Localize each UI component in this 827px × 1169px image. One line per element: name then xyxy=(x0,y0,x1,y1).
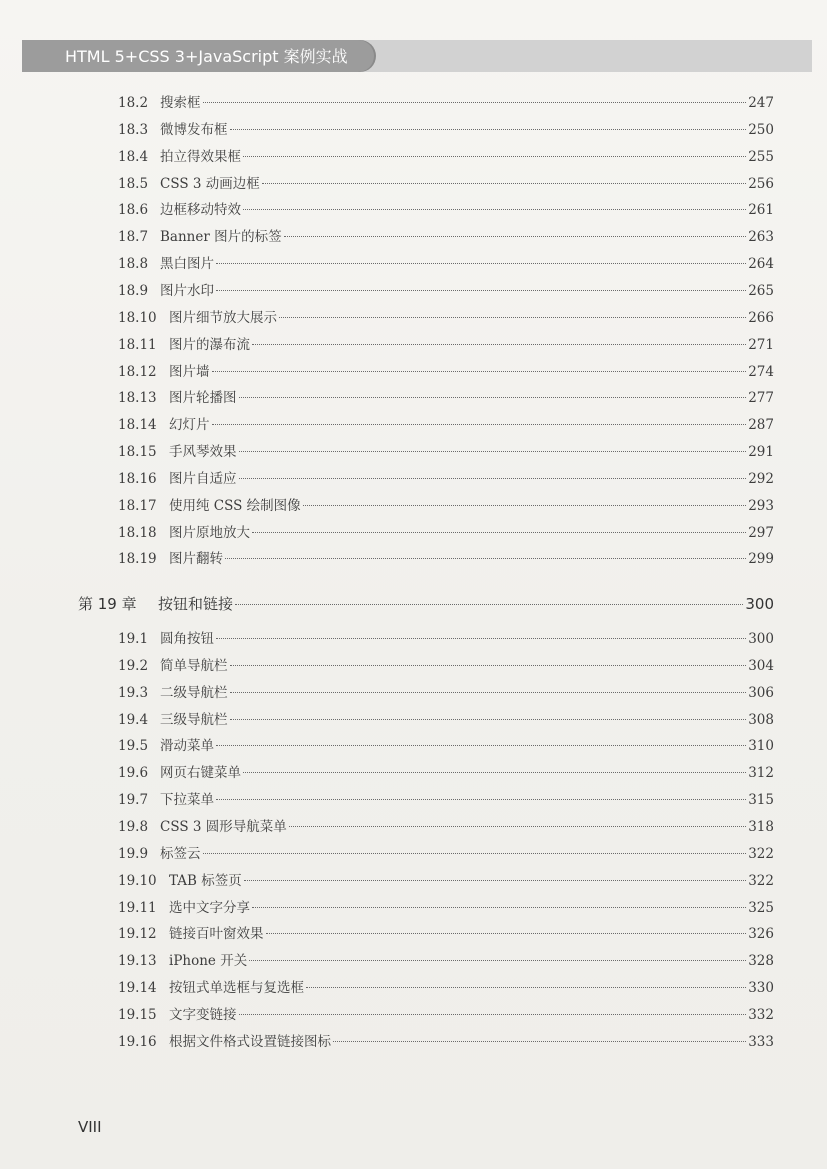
toc-entry xyxy=(118,734,774,758)
toc-entry-title: 根据文件格式设置链接图标 xyxy=(169,1033,331,1050)
toc-entry-number: 19.8 xyxy=(118,818,149,835)
toc-dot-leader xyxy=(216,638,746,639)
toc-entry-page: 292 xyxy=(748,470,774,487)
toc-entry-title: 标签云 xyxy=(160,845,201,862)
toc-entry-number: 18.9 xyxy=(118,282,149,299)
toc-entry-page: 328 xyxy=(748,953,774,970)
toc-entry-number: 19.5 xyxy=(118,738,149,755)
toc-dot-leader xyxy=(252,532,746,533)
toc-entry-number: 19.12 xyxy=(118,926,157,943)
toc-entry xyxy=(118,976,774,1000)
toc-entry-page: 287 xyxy=(748,417,774,434)
toc-entry-number: 18.13 xyxy=(118,390,157,407)
toc-dot-leader xyxy=(230,665,747,666)
toc-entry xyxy=(118,1003,774,1027)
toc-dot-leader xyxy=(230,719,747,720)
toc-entry-page: 299 xyxy=(748,551,774,568)
toc-entry xyxy=(118,360,774,384)
toc-entry-page: 247 xyxy=(748,95,774,111)
toc-entry-title: 文字变链接 xyxy=(169,1006,237,1023)
toc-entry xyxy=(118,654,774,678)
toc-entry-title: 黑白图片 xyxy=(160,256,214,273)
toc-entry-page: 261 xyxy=(748,202,774,219)
toc-entry-title: 使用纯 CSS 绘制图像 xyxy=(169,497,301,514)
page-number: VIII xyxy=(78,1118,102,1136)
toc-entry xyxy=(118,547,774,571)
toc-entry-number: 18.5 xyxy=(118,175,149,192)
toc-entry-number: 19.6 xyxy=(118,765,149,782)
toc-entry-number: 18.11 xyxy=(118,336,157,353)
toc-entry-title: 拍立得效果框 xyxy=(160,148,241,165)
toc-entry-number: 第 19 章 xyxy=(78,595,137,613)
toc-entry xyxy=(118,521,774,545)
toc-entry-page: 264 xyxy=(748,256,774,273)
toc-entry-title: 图片细节放大展示 xyxy=(169,309,277,326)
toc-entry xyxy=(118,467,774,491)
toc-entry xyxy=(118,198,774,222)
toc-entry-number: 18.18 xyxy=(118,524,157,541)
toc-dot-leader xyxy=(243,156,746,157)
toc-entry xyxy=(118,145,774,169)
toc-entry-number: 18.17 xyxy=(118,497,157,514)
toc-entry-page: 300 xyxy=(745,595,774,613)
toc-entry-title: CSS 3 动画边框 xyxy=(160,175,260,192)
toc-entry-page: 271 xyxy=(748,336,774,353)
toc-entry-page: 293 xyxy=(748,497,774,514)
toc-entry-page: 291 xyxy=(748,444,774,461)
toc-entry-title: iPhone 开关 xyxy=(169,953,248,970)
toc-entry-page: 326 xyxy=(748,926,774,943)
toc-dot-leader xyxy=(203,102,747,103)
toc-entry-title: 图片水印 xyxy=(160,282,214,299)
toc-entry-page: 266 xyxy=(748,309,774,326)
toc-entry xyxy=(118,494,774,518)
toc-entry-number: 18.3 xyxy=(118,121,149,138)
toc-dot-leader xyxy=(279,317,746,318)
toc-entry-title: 图片墙 xyxy=(169,363,210,380)
toc-dot-leader xyxy=(203,853,747,854)
toc-entry xyxy=(118,440,774,464)
toc-entry-title: 三级导航栏 xyxy=(160,711,228,728)
toc-entry xyxy=(118,708,774,732)
toc-entry-number: 19.4 xyxy=(118,711,149,728)
toc-entry-number: 18.4 xyxy=(118,148,149,165)
toc-entry-title: 图片轮播图 xyxy=(169,390,237,407)
toc-entry xyxy=(118,788,774,812)
toc-entry xyxy=(118,91,774,115)
toc-entry-title: CSS 3 圆形导航菜单 xyxy=(160,818,287,835)
toc-dot-leader xyxy=(289,826,746,827)
toc-entry-title: 按钮和链接 xyxy=(158,595,234,613)
toc-entry-page: 300 xyxy=(748,631,774,647)
toc-entry-number: 18.7 xyxy=(118,229,149,246)
toc-entry-title: 手风琴效果 xyxy=(169,444,237,461)
toc-dot-leader xyxy=(303,505,747,506)
toc-dot-leader xyxy=(239,451,747,452)
toc-entry xyxy=(118,815,774,839)
toc-entry-page: 255 xyxy=(748,148,774,165)
toc-entry xyxy=(118,627,774,651)
toc-dot-leader xyxy=(230,692,747,693)
toc-dot-leader xyxy=(216,290,746,291)
toc-dot-leader xyxy=(252,907,746,908)
toc-entry-page: 312 xyxy=(748,765,774,782)
toc-entry xyxy=(118,252,774,276)
toc-entry-number: 18.8 xyxy=(118,256,149,273)
toc-entry-page: 318 xyxy=(748,818,774,835)
toc-dot-leader xyxy=(216,745,746,746)
toc-entry-title: 图片的瀑布流 xyxy=(169,336,250,353)
toc-dot-leader xyxy=(230,129,747,130)
toc-entry-number: 19.7 xyxy=(118,792,149,809)
toc-entry-title: 微博发布框 xyxy=(160,121,228,138)
toc-entry-number: 18.6 xyxy=(118,202,149,219)
toc-entry-page: 265 xyxy=(748,282,774,299)
toc-entry-page: 333 xyxy=(748,1033,774,1050)
toc-entry xyxy=(118,1030,774,1054)
toc-entry-title: 链接百叶窗效果 xyxy=(169,926,264,943)
toc-dot-leader xyxy=(225,558,746,559)
toc-entry-title: 边框移动特效 xyxy=(160,202,241,219)
toc-entry-number: 18.12 xyxy=(118,363,157,380)
toc-entry-title: 选中文字分享 xyxy=(169,899,250,916)
toc-dot-leader xyxy=(306,987,746,988)
toc-entry-title: 图片自适应 xyxy=(169,470,237,487)
toc-chapter-entry xyxy=(78,592,774,616)
toc-entry-number: 19.14 xyxy=(118,980,157,997)
toc-dot-leader xyxy=(239,478,747,479)
toc-entry-page: 306 xyxy=(748,684,774,701)
toc-entry-page: 250 xyxy=(748,121,774,138)
toc-entry-number: 19.10 xyxy=(118,872,157,889)
toc-entry xyxy=(118,279,774,303)
toc-entry-title: TAB 标签页 xyxy=(169,872,242,889)
toc-dot-leader xyxy=(212,371,747,372)
toc-entry-title: 网页右键菜单 xyxy=(160,765,241,782)
toc-dot-leader xyxy=(239,1014,747,1015)
toc-dot-leader xyxy=(235,604,743,605)
toc-entry-page: 332 xyxy=(748,1006,774,1023)
toc-entry-page: 274 xyxy=(748,363,774,380)
toc-entry-number: 19.9 xyxy=(118,845,149,862)
toc-entry-page: 263 xyxy=(748,229,774,246)
toc-entry-number: 18.15 xyxy=(118,444,157,461)
toc-entry-title: 幻灯片 xyxy=(169,417,210,434)
toc-entry xyxy=(118,172,774,196)
toc-entry-page: 308 xyxy=(748,711,774,728)
toc-entry xyxy=(118,413,774,437)
toc-entry xyxy=(118,949,774,973)
toc-entry-page: 277 xyxy=(748,390,774,407)
toc-dot-leader xyxy=(216,263,746,264)
toc-entry-page: 322 xyxy=(748,845,774,862)
toc-entry xyxy=(118,118,774,142)
toc-entry-number: 18.10 xyxy=(118,309,157,326)
toc-entry xyxy=(118,922,774,946)
toc-dot-leader xyxy=(243,772,746,773)
toc-entry-title: 二级导航栏 xyxy=(160,684,228,701)
toc-dot-leader xyxy=(244,880,746,881)
toc-entry-number: 19.11 xyxy=(118,899,157,916)
toc-entry-page: 297 xyxy=(748,524,774,541)
toc-dot-leader xyxy=(216,799,746,800)
toc-entry-page: 304 xyxy=(748,657,774,674)
toc-entry xyxy=(118,681,774,705)
toc-entry-number: 19.13 xyxy=(118,953,157,970)
toc-entry-page: 315 xyxy=(748,792,774,809)
toc-entry xyxy=(118,896,774,920)
toc-dot-leader xyxy=(243,209,746,210)
toc-entry-number: 19.1 xyxy=(118,631,149,647)
toc-entry xyxy=(118,869,774,893)
toc-entry-title: 搜索框 xyxy=(160,95,201,111)
toc-entry-page: 325 xyxy=(748,899,774,916)
toc-entry-number: 19.2 xyxy=(118,657,149,674)
toc-entry xyxy=(118,225,774,249)
toc-entry xyxy=(118,306,774,330)
toc-entry-number: 18.16 xyxy=(118,470,157,487)
toc-entry-number: 19.3 xyxy=(118,684,149,701)
toc-entry-title: 按钮式单选框与复选框 xyxy=(169,980,304,997)
toc-entry-page: 310 xyxy=(748,738,774,755)
toc-entry-title: 圆角按钮 xyxy=(160,631,214,647)
toc-dot-leader xyxy=(333,1041,746,1042)
toc-dot-leader xyxy=(239,397,747,398)
toc-entry-number: 18.19 xyxy=(118,551,157,568)
toc-dot-leader xyxy=(266,933,747,934)
toc-entry-page: 330 xyxy=(748,980,774,997)
toc-entry-title: 简单导航栏 xyxy=(160,657,228,674)
toc-entry-number: 18.2 xyxy=(118,95,149,111)
toc-entry xyxy=(118,761,774,785)
toc-entry-title: 滑动菜单 xyxy=(160,738,214,755)
book-title: HTML 5+CSS 3+JavaScript 案例实战 xyxy=(65,47,348,66)
toc-entry-page: 322 xyxy=(748,872,774,889)
toc-entry xyxy=(118,842,774,866)
toc-dot-leader xyxy=(284,236,747,237)
toc-dot-leader xyxy=(252,344,746,345)
toc-entry-title: Banner 图片的标签 xyxy=(160,229,282,246)
toc-entry-title: 图片翻转 xyxy=(169,551,223,568)
toc-dot-leader xyxy=(249,960,746,961)
toc-entry-number: 19.15 xyxy=(118,1006,157,1023)
toc-entry-title: 图片原地放大 xyxy=(169,524,250,541)
toc-entry xyxy=(118,333,774,357)
toc-dot-leader xyxy=(212,424,747,425)
toc-entry-number: 19.16 xyxy=(118,1033,157,1050)
toc-entry-number: 18.14 xyxy=(118,417,157,434)
toc-dot-leader xyxy=(262,183,746,184)
toc-entry-page: 256 xyxy=(748,175,774,192)
toc-entry-title: 下拉菜单 xyxy=(160,792,214,809)
toc-entry xyxy=(118,386,774,410)
